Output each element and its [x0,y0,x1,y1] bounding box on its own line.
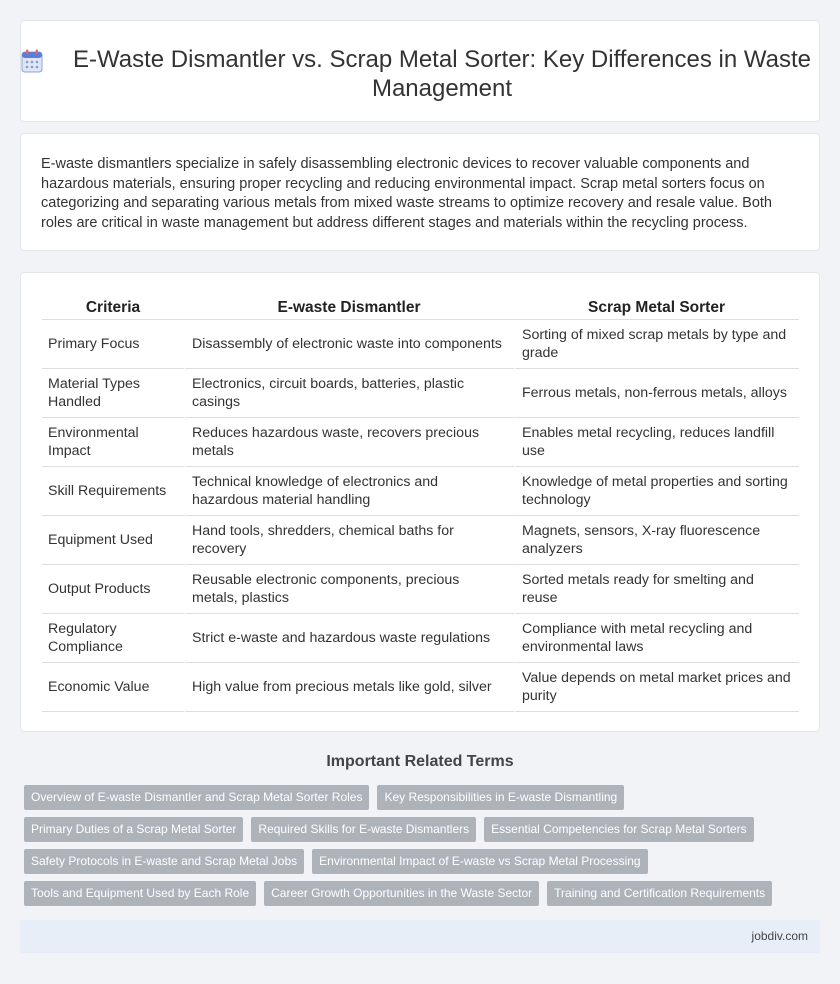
title-card [20,20,820,122]
row-scrap-metal-value: Compliance with metal recycling and environmental laws [514,614,799,663]
related-term-tag[interactable]: Required Skills for E-waste Dismantlers [251,817,476,842]
row-criteria: Skill Requirements [42,467,184,516]
related-term-tag[interactable]: Overview of E-waste Dismantler and Scrap Metal Sorter Roles [24,785,369,810]
row-scrap-metal-value: Value depends on metal market prices and purity [514,663,799,712]
tag-row [24,881,814,906]
related-term-tag[interactable]: Key Responsibilities in E-waste Dismantling [377,785,624,810]
related-term-tag[interactable]: Career Growth Opportunities in the Waste Sector [264,881,539,906]
table-header-row [42,296,799,320]
row-scrap-metal-value: Enables metal recycling, reduces landfill use [514,418,799,467]
table-row [42,467,799,516]
row-e-waste-value: Strict e-waste and hazardous waste regulations [184,614,514,663]
table-row [42,320,799,369]
row-criteria: Primary Focus [42,320,184,369]
related-term-tag[interactable]: Environmental Impact of E-waste vs Scrap Metal Processing [312,849,647,874]
row-scrap-metal-value: Sorted metals ready for smelting and reuse [514,565,799,614]
header-e-waste-dismantler: E-waste Dismantler [184,296,514,320]
related-term-tag[interactable]: Training and Certification Requirements [547,881,772,906]
row-criteria: Environmental Impact [42,418,184,467]
row-e-waste-value: Reduces hazardous waste, recovers precious metals [184,418,514,467]
table-row [42,369,799,418]
row-e-waste-value: Reusable electronic components, precious metals, plastics [184,565,514,614]
row-criteria: Equipment Used [42,516,184,565]
comparison-table-card [20,272,820,732]
table-row [42,418,799,467]
row-criteria: Output Products [42,565,184,614]
comparison-table [42,296,799,712]
footer-site-link[interactable]: jobdiv.com [751,929,808,943]
row-criteria: Regulatory Compliance [42,614,184,663]
tag-row [24,785,814,810]
intro-card [20,133,820,251]
footer [20,920,820,953]
related-terms-title: Important Related Terms [326,753,514,770]
row-e-waste-value: Electronics, circuit boards, batteries, plastic casings [184,369,514,418]
row-scrap-metal-value: Sorting of mixed scrap metals by type and grade [514,320,799,369]
intro-paragraph: E-waste dismantlers specialize in safely disassembling electronic devices to recover valuable components and hazardous materials, ensuring proper recycling and reducing environmental impact. Scrap metal sorters focus on categorizing and separating various metals from mixed waste streams to optimize recovery and resale value. Both roles are critical in waste management but address different stages and materials within the recycling process. [41,156,772,231]
header-criteria: Criteria [42,296,184,320]
tag-row [24,817,814,842]
page-title: E-Waste Dismantler vs. Scrap Metal Sorter: Key Differences in Waste Management [72,46,811,102]
row-e-waste-value: High value from precious metals like gold, silver [184,663,514,712]
related-terms-list [24,785,814,913]
row-scrap-metal-value: Knowledge of metal properties and sorting technology [514,467,799,516]
row-criteria: Material Types Handled [42,369,184,418]
table-row [42,663,799,712]
tag-row [24,849,814,874]
header-scrap-metal-sorter: Scrap Metal Sorter [514,296,799,320]
row-e-waste-value: Technical knowledge of electronics and hazardous material handling [184,467,514,516]
table-row [42,516,799,565]
row-criteria: Economic Value [42,663,184,712]
related-term-tag[interactable]: Safety Protocols in E-waste and Scrap Metal Jobs [24,849,304,874]
title-wrap [21,21,819,103]
related-term-tag[interactable]: Tools and Equipment Used by Each Role [24,881,256,906]
related-term-tag[interactable]: Essential Competencies for Scrap Metal Sorters [484,817,753,842]
row-scrap-metal-value: Ferrous metals, non-ferrous metals, alloys [514,369,799,418]
calendar-icon [21,49,43,73]
row-e-waste-value: Hand tools, shredders, chemical baths for recovery [184,516,514,565]
table-row [42,614,799,663]
related-term-tag[interactable]: Primary Duties of a Scrap Metal Sorter [24,817,243,842]
table-row [42,565,799,614]
row-scrap-metal-value: Magnets, sensors, X-ray fluorescence analyzers [514,516,799,565]
row-e-waste-value: Disassembly of electronic waste into components [184,320,514,369]
